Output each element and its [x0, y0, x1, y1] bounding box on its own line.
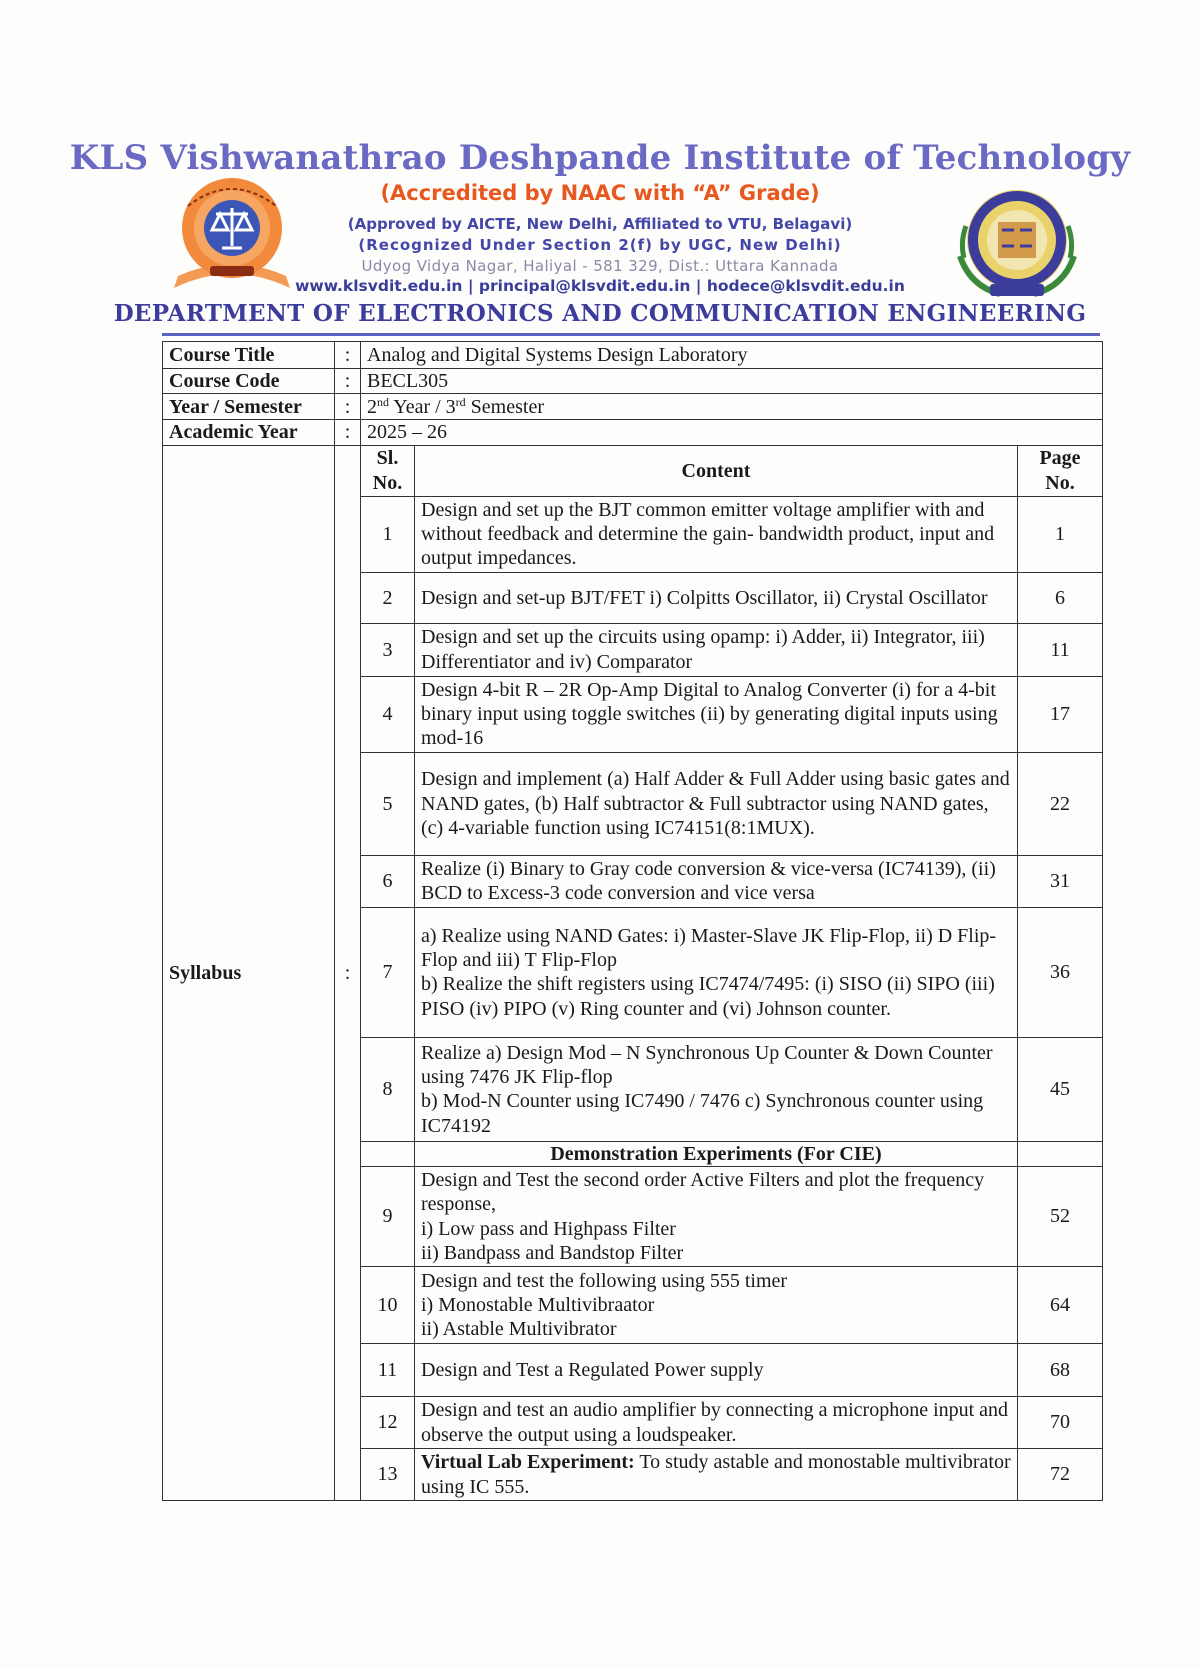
header-divider	[162, 333, 1100, 336]
content-line: Design and test the following using 555 timer	[421, 1269, 788, 1292]
empty-cell	[1018, 1141, 1103, 1166]
course-code-value: BECL305	[361, 369, 1103, 394]
experiment-part-b: b) Realize the shift registers using IC7474/7495: (i) SISO (ii) SIPO (iii) PISO (iv) PIPO (v) Ring counter and (vi) Johnson counter.	[421, 973, 995, 1020]
sl-header-line1: Sl.	[376, 447, 399, 470]
virtual-lab-title: Virtual Lab Experiment:	[421, 1451, 635, 1474]
page-no: 72	[1018, 1449, 1103, 1501]
experiment-content	[415, 1167, 1018, 1267]
empty-cell	[361, 1141, 415, 1166]
content-line: i) Monostable Multivibraator	[421, 1293, 655, 1316]
year-semester-label: Year / Semester	[163, 394, 335, 420]
year-semester-value	[361, 394, 1103, 420]
content-line: ii) Bandpass and Bandstop Filter	[421, 1242, 684, 1265]
academic-year-label: Academic Year	[163, 420, 335, 445]
year-text: Year /	[389, 395, 446, 418]
demonstration-heading: Demonstration Experiments (For CIE)	[415, 1141, 1018, 1166]
semester-text: Semester	[465, 395, 544, 418]
sl-no: 12	[361, 1397, 415, 1449]
course-code-row	[163, 369, 1103, 394]
syllabus-label: Syllabus	[163, 445, 335, 1500]
year-ordinal: nd	[377, 394, 389, 409]
page-no: 22	[1018, 752, 1103, 855]
experiment-content	[415, 1344, 1018, 1397]
course-syllabus-table	[162, 341, 1103, 1501]
academic-year-value: 2025 – 26	[361, 420, 1103, 445]
semester-number: 3	[445, 395, 456, 418]
syllabus-header-row	[163, 445, 1103, 496]
sl-no: 3	[361, 623, 415, 676]
accreditation-line: (Accredited by NAAC with “A” Grade)	[380, 181, 820, 205]
experiment-content: Design 4-bit R – 2R Op-Amp Digital to Analog Converter (i) for a 4-bit binary input using toggle switches (ii) by generating digital inputs using mod-16	[415, 676, 1018, 752]
course-title-label: Course Title	[163, 342, 335, 369]
sl-no: 9	[361, 1167, 415, 1267]
sl-no: 13	[361, 1449, 415, 1501]
experiment-content: Design and set up the circuits using opamp: i) Adder, ii) Integrator, iii) Differentiator and iv) Comparator	[415, 623, 1018, 676]
sl-no: 6	[361, 855, 415, 907]
experiment-content: Design and set up the BJT common emitter voltage amplifier with and without feedback and determine the gain- bandwidth product, input and output impedances.	[415, 496, 1018, 572]
page-no: 52	[1018, 1167, 1103, 1267]
course-code-label: Course Code	[163, 369, 335, 394]
page-header-line2: No.	[1045, 471, 1075, 494]
semester-ordinal: rd	[455, 394, 466, 409]
experiment-content: Realize (i) Binary to Gray code conversion & vice-versa (IC74139), (ii) BCD to Excess-3 code conversion and vice versa	[415, 855, 1018, 907]
page-no: 17	[1018, 676, 1103, 752]
experiment-part-b: b) Mod-N Counter using IC7490 / 7476 c) Synchronous counter using IC74192	[421, 1090, 984, 1137]
page-no: 1	[1018, 496, 1103, 572]
page-no: 11	[1018, 623, 1103, 676]
letterhead	[0, 0, 1200, 340]
department-title: DEPARTMENT OF ELECTRONICS AND COMMUNICATION ENGINEERING	[113, 300, 1087, 327]
experiment-content: Design and implement (a) Half Adder & Full Adder using basic gates and NAND gates, (b) Half subtractor & Full subtractor using NAND gates, (c) 4-variable function using IC74151(8:1MUX).	[415, 752, 1018, 855]
page-no: 70	[1018, 1397, 1103, 1449]
colon: :	[335, 445, 361, 1500]
experiment-content: Design and set-up BJT/FET i) Colpitts Oscillator, ii) Crystal Oscillator	[415, 572, 1018, 623]
institute-name: KLS Vishwanathrao Deshpande Institute of Technology	[69, 138, 1131, 178]
page-no: 68	[1018, 1344, 1103, 1397]
page-no: 45	[1018, 1037, 1103, 1141]
recognition-line: (Recognized Under Section 2(f) by UGC, New Delhi)	[358, 236, 842, 254]
academic-year-row	[163, 420, 1103, 445]
page-no-header	[1018, 445, 1103, 496]
sl-no: 11	[361, 1344, 415, 1397]
experiment-content	[415, 1267, 1018, 1344]
approval-line: (Approved by AICTE, New Delhi, Affiliated to VTU, Belagavi)	[347, 215, 853, 233]
colon: :	[335, 420, 361, 445]
sl-header-line2: No.	[372, 471, 403, 494]
sl-no: 10	[361, 1267, 415, 1344]
page-no: 6	[1018, 572, 1103, 623]
colon: :	[335, 342, 361, 369]
sl-no: 1	[361, 496, 415, 572]
virtual-lab-text: To study astable and monostable multivibrator using IC 555.	[421, 1451, 1011, 1498]
content-line: Design and Test a Regulated Power supply	[421, 1358, 764, 1381]
colon: :	[335, 369, 361, 394]
sl-no: 8	[361, 1037, 415, 1141]
colon: :	[335, 394, 361, 420]
contact-links: www.klsvdit.edu.in | principal@klsvdit.edu.in | hodece@klsvdit.edu.in	[295, 277, 905, 295]
course-title-value: Analog and Digital Systems Design Laboratory	[361, 342, 1103, 369]
sl-no: 4	[361, 676, 415, 752]
experiment-content	[415, 907, 1018, 1037]
content-line: ii) Astable Multivibrator	[421, 1318, 617, 1341]
experiment-content	[415, 1449, 1018, 1501]
content-line: Design and Test the second order Active Filters and plot the frequency response,	[421, 1168, 985, 1216]
page-header-line1: Page	[1039, 447, 1081, 470]
sl-no-header	[361, 445, 415, 496]
year-number: 2	[367, 395, 377, 418]
content-line: Design and test an audio amplifier by connecting a microphone input and observe the output using a loudspeaker.	[421, 1399, 1009, 1446]
page-no: 36	[1018, 907, 1103, 1037]
content-line: i) Low pass and Highpass Filter	[421, 1217, 676, 1240]
experiment-content	[415, 1397, 1018, 1449]
experiment-content	[415, 1037, 1018, 1141]
page-no: 31	[1018, 855, 1103, 907]
institute-address: Udyog Vidya Nagar, Haliyal - 581 329, Dist.: Uttara Kannada	[361, 257, 839, 275]
page-no: 64	[1018, 1267, 1103, 1344]
course-title-row	[163, 342, 1103, 369]
experiment-part-a: a) Realize using NAND Gates: i) Master-Slave JK Flip-Flop, ii) D Flip-Flop and iii) T Flip-Flop	[421, 924, 997, 971]
year-semester-row	[163, 394, 1103, 420]
experiment-part-a: Realize a) Design Mod – N Synchronous Up Counter & Down Counter using 7476 JK Flip-flop	[421, 1041, 993, 1088]
sl-no: 7	[361, 907, 415, 1037]
sl-no: 2	[361, 572, 415, 623]
sl-no: 5	[361, 752, 415, 855]
content-header: Content	[415, 445, 1018, 496]
